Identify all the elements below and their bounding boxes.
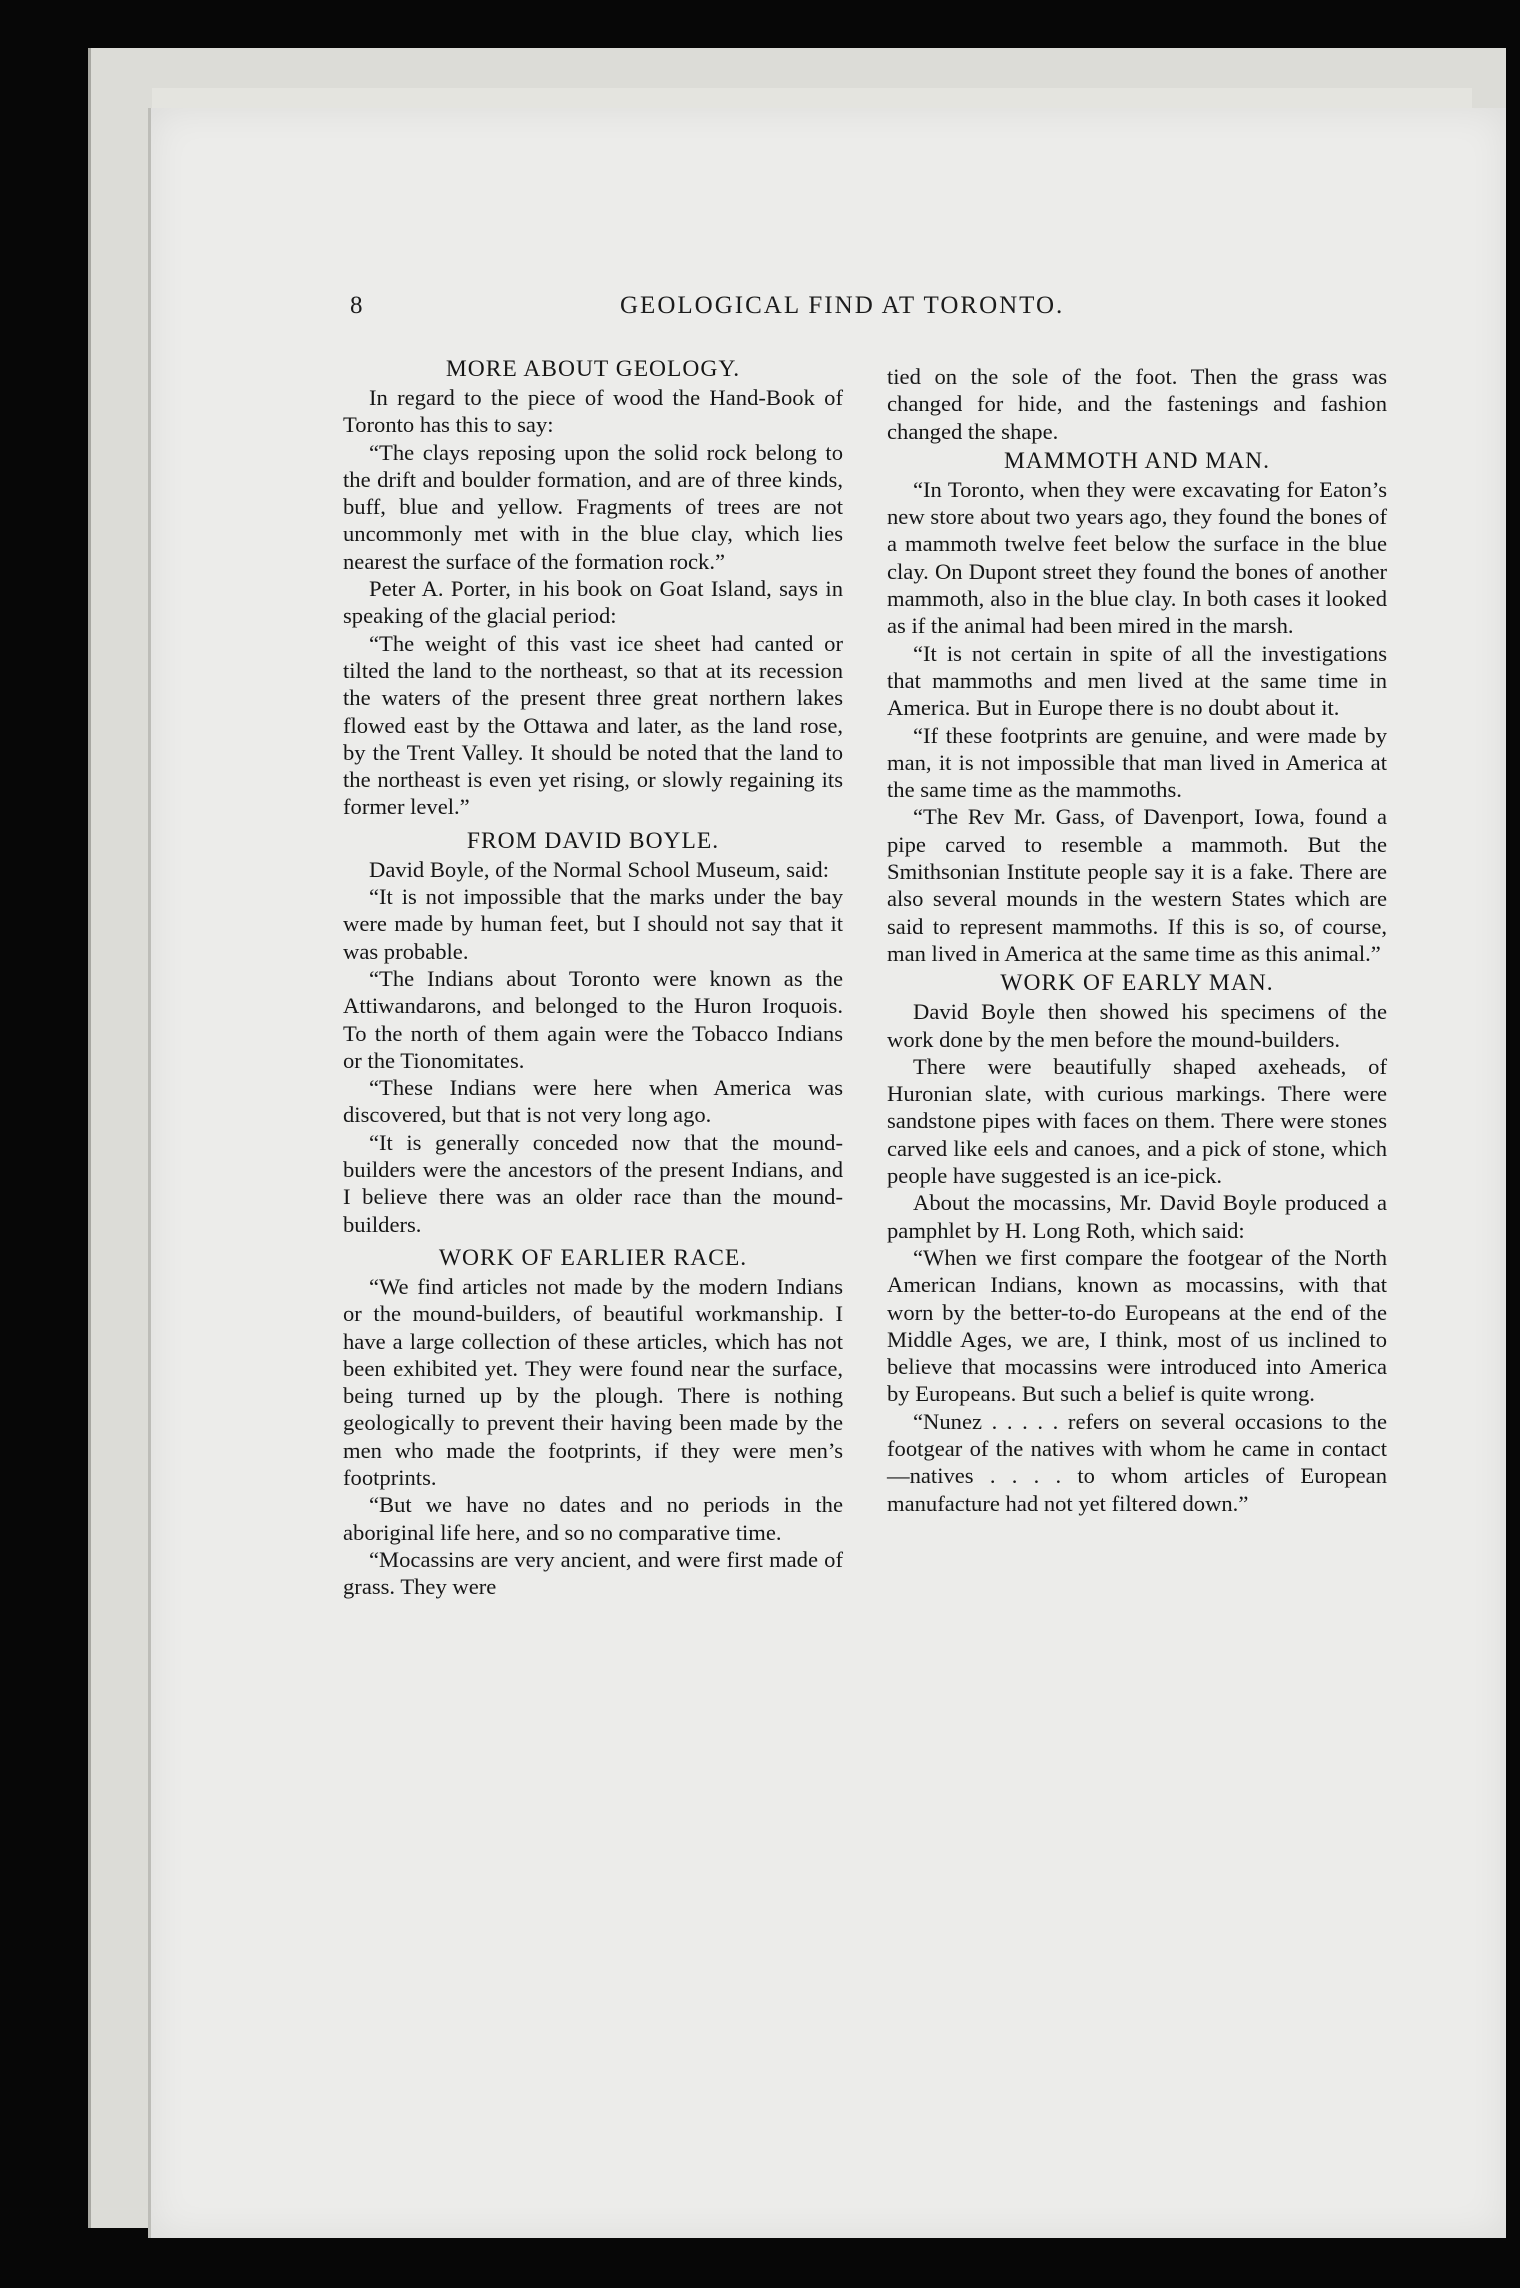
paragraph: “The Rev Mr. Gass, of Davenport, Iowa, found a pipe carved to resemble a mammoth. But the Smithsonian Institute people say it is a fake. There are also several mounds in the western States which are said to represent mammoths. If this is so, of course, man lived in America at the same time as this animal.”	[887, 804, 1387, 966]
paragraph: “It is generally conceded now that the mound-builders were the ancestors of the present Indians, and I believe there was an older race than the mound-builders.	[343, 1129, 843, 1237]
page-header	[350, 292, 1260, 324]
paragraph: “If these footprints are genuine, and were made by man, it is not impossible that man lived in America at the same time as the mammoths.	[887, 722, 1387, 803]
page-number: 8	[350, 292, 363, 319]
paragraph: “The weight of this vast ice sheet had canted or tilted the land to the northeast, so that at its recession the waters of the present three great northern lakes flowed east by the Ottawa and later, as the land rose, by the Trent Valley. It should be noted that the land to the northeast is even yet rising, or slowly regaining its former level.”	[343, 630, 843, 820]
paragraph: There were beautifully shaped axeheads, of Huronian slate, with curious markings. There were sandstone pipes with faces on them. There were stones carved like eels and canoes, and a pick of stone, which people have suggested is an ice-pick.	[887, 1053, 1387, 1189]
paragraph: “We find articles not made by the modern Indians or the mound-builders, of beautiful workmanship. I have a large collection of these articles, which has not been exhibited yet. They were found near the surface, being turned up by the plough. There is nothing geologically to prevent their having been made by the men who made the footprints, if they were men’s footprints.	[343, 1273, 843, 1490]
paragraph: “When we first compare the footgear of the North American Indians, known as mocassins, with that worn by the better-to-do Europeans at the end of the Middle Ages, we are, I think, most of us inclined to believe that mocassins were introduced into America by Europeans. But such a belief is quite wrong.	[887, 1244, 1387, 1407]
right-column	[887, 363, 1387, 1517]
paragraph: tied on the sole of the foot. Then the grass was changed for hide, and the fastenings and fashion changed the shape.	[887, 364, 1387, 444]
section-heading: FROM DAVID BOYLE.	[466, 827, 720, 854]
section-heading: WORK OF EARLIER RACE.	[438, 1244, 748, 1271]
paragraph: David Boyle, of the Normal School Museum, said:	[369, 856, 829, 882]
paragraph: “It is not impossible that the marks under the bay were made by human feet, but I should not say that it was probable.	[343, 884, 843, 964]
paragraph: “It is not certain in spite of all the investigations that mammoths and men lived at the same time in America. But in Europe there is no doubt about it.	[887, 640, 1387, 721]
paragraph: “The Indians about Toronto were known as the Attiwandarons, and belonged to the Huron Iroquois. To the north of them again were the Tobacco Indians or the Tionomitates.	[343, 965, 843, 1073]
paragraph: “Nunez . . . . . refers on several occasions to the footgear of the natives with whom he came in contact—natives . . . . to whom articles of European manufacture had not yet filtered down.”	[887, 1408, 1387, 1516]
paragraph: “These Indians were here when America was discovered, but that is not very long ago.	[343, 1075, 843, 1128]
paragraph: “In Toronto, when they were excavating for Eaton’s new store about two years ago, they found the bones of a mammoth twelve feet below the surface in the blue clay. On Dupont street they found the bones of another mammoth, also in the blue clay. In both cases it looked as if the animal had been mired in the marsh.	[887, 476, 1387, 639]
paragraph: “The clays reposing upon the solid rock belong to the drift and boulder formation, and are of three kinds, buff, blue and yellow. Fragments of trees are not uncommonly met with in the blue clay, which lies nearest the surface of the formation rock.”	[343, 439, 843, 574]
paragraph: About the mocassins, Mr. David Boyle produced a pamphlet by H. Long Roth, which said:	[887, 1190, 1387, 1243]
section-heading: MORE ABOUT GEOLOGY.	[445, 356, 741, 382]
paragraph: “Mocassins are very ancient, and were first made of grass. They were	[343, 1546, 843, 1600]
paragraph: In regard to the piece of wood the Hand-Book of Toronto has this to say:	[343, 385, 843, 438]
paragraph: David Boyle then showed his specimens of the work done by the men before the mound-builders.	[887, 999, 1387, 1052]
paragraph: Peter A. Porter, in his book on Goat Island, says in speaking of the glacial period:	[343, 576, 843, 629]
paragraph: “But we have no dates and no periods in the aboriginal life here, and so no comparative time.	[343, 1492, 843, 1545]
section-heading: WORK OF EARLY MAN.	[1000, 970, 1274, 997]
section-heading: MAMMOTH AND MAN.	[1003, 447, 1271, 474]
running-title: GEOLOGICAL FIND AT TORONTO.	[620, 292, 1065, 319]
left-column	[343, 355, 843, 1600]
